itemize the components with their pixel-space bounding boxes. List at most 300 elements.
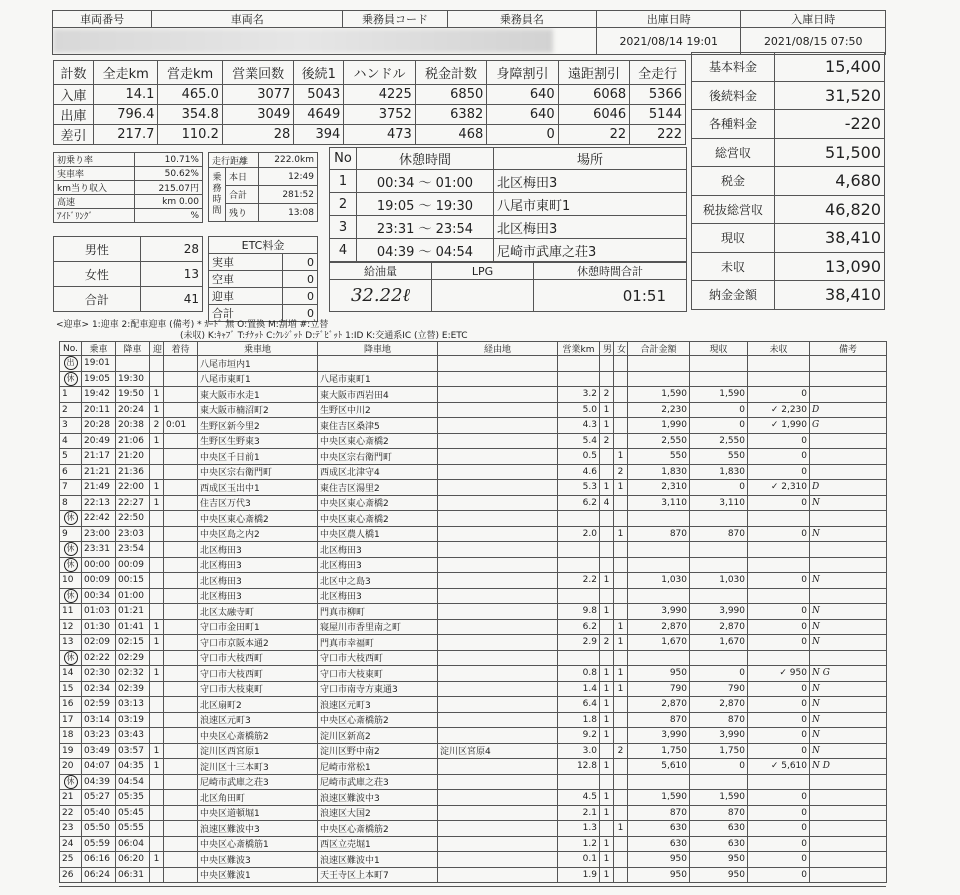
ride-cash xyxy=(690,371,748,387)
ride-row xyxy=(60,619,887,635)
ride-via xyxy=(438,356,558,372)
ride-f: 1 xyxy=(614,666,628,682)
redacted-area xyxy=(53,28,597,55)
ride-from: 住吉区万代3 xyxy=(198,495,318,511)
ride-via xyxy=(438,666,558,682)
ride-to: 西成区北津守4 xyxy=(318,464,438,480)
ride-to: 中央区農人橋1 xyxy=(318,526,438,542)
ride-to: 北区梅田3 xyxy=(318,542,438,558)
ride-cash xyxy=(690,588,748,604)
ride-pick xyxy=(150,371,164,387)
etc-value: 0 xyxy=(282,271,318,288)
break-place: 八尾市東町1 xyxy=(494,193,687,216)
ride-km: 2.9 xyxy=(558,635,600,651)
ride-note xyxy=(810,433,887,449)
fee-label: 後続料金 xyxy=(692,81,775,110)
ride-on: 21:21 xyxy=(82,464,116,480)
ride-pick xyxy=(150,697,164,713)
legend-line-1: <迎車> 1:迎車 2:配車迎車 (備考) * ｶｰﾄﾞ 無 O:置換 M:割増 #:立替 xyxy=(56,320,329,330)
ride-row xyxy=(60,573,887,589)
ride-km: 5.3 xyxy=(558,480,600,496)
ride-km: 3.0 xyxy=(558,743,600,759)
passenger-row xyxy=(54,237,203,262)
ride-note: N xyxy=(810,495,887,511)
ride-row xyxy=(60,604,887,620)
ride-wait xyxy=(164,712,198,728)
ride-m xyxy=(600,774,614,790)
ride-unpaid: 0 xyxy=(748,728,810,744)
ride-from: 守口市京阪本通2 xyxy=(198,635,318,651)
ride-pick xyxy=(150,542,164,558)
break-row xyxy=(330,170,687,193)
ride-km xyxy=(558,557,600,573)
passenger-value: 28 xyxy=(140,237,202,262)
meter-cell: 14.1 xyxy=(93,85,157,105)
ride-via xyxy=(438,526,558,542)
ride-off: 00:15 xyxy=(116,573,150,589)
ride-no: 14 xyxy=(60,666,82,682)
ride-pick xyxy=(150,511,164,527)
breaks-table xyxy=(329,147,687,262)
ride-cash: 3,990 xyxy=(690,604,748,620)
ride-on: 23:00 xyxy=(82,526,116,542)
rides-col: No. xyxy=(60,342,82,356)
ride-off: 03:19 xyxy=(116,712,150,728)
ride-total xyxy=(628,371,690,387)
ride-via xyxy=(438,712,558,728)
ride-cash: 1,590 xyxy=(690,790,748,806)
ride-m xyxy=(600,356,614,372)
ride-total: 950 xyxy=(628,867,690,883)
ride-pick xyxy=(150,836,164,852)
passenger-row xyxy=(54,287,203,312)
ride-f: 1 xyxy=(614,635,628,651)
ride-from: 淀川区西宮原1 xyxy=(198,743,318,759)
ride-from: 中央区心斎橋筋2 xyxy=(198,728,318,744)
ride-f xyxy=(614,852,628,868)
ride-total: 2,870 xyxy=(628,619,690,635)
rides-col: 女 xyxy=(614,342,628,356)
ride-km: 4.3 xyxy=(558,418,600,434)
ride-total: 630 xyxy=(628,821,690,837)
ride-cash: 550 xyxy=(690,449,748,465)
meter-col: ハンドル xyxy=(344,61,415,85)
ride-via xyxy=(438,573,558,589)
ride-via xyxy=(438,790,558,806)
ride-to: 寝屋川市香里南之町 xyxy=(318,619,438,635)
fee-row xyxy=(692,224,885,253)
ride-unpaid xyxy=(748,774,810,790)
ride-on: 03:14 xyxy=(82,712,116,728)
ride-row xyxy=(60,480,887,496)
ride-row xyxy=(60,712,887,728)
fee-row xyxy=(692,167,885,196)
ride-m: 1 xyxy=(600,418,614,434)
ride-no: 1 xyxy=(60,387,82,403)
ride-wait xyxy=(164,511,198,527)
ride-m: 1 xyxy=(600,480,614,496)
ride-to: 門真市幸福町 xyxy=(318,635,438,651)
ride-total: 1,750 xyxy=(628,743,690,759)
ride-row xyxy=(60,635,887,651)
ride-m: 1 xyxy=(600,852,614,868)
ride-m: 1 xyxy=(600,836,614,852)
ride-f xyxy=(614,836,628,852)
ride-m xyxy=(600,743,614,759)
ride-cash xyxy=(690,356,748,372)
passenger-label: 女性 xyxy=(54,262,141,287)
ride-m xyxy=(600,526,614,542)
ride-total xyxy=(628,542,690,558)
ride-m: 1 xyxy=(600,604,614,620)
ride-cash: 2,870 xyxy=(690,619,748,635)
meter-cell: 3049 xyxy=(222,105,293,125)
ride-wait xyxy=(164,433,198,449)
ride-unpaid: 0 xyxy=(748,387,810,403)
ride-km xyxy=(558,774,600,790)
ride-via xyxy=(438,805,558,821)
depart-datetime: 2021/08/14 19:01 xyxy=(597,28,741,55)
ride-from: 淀川区十三本町3 xyxy=(198,759,318,775)
ride-no: 17 xyxy=(60,712,82,728)
ride-total xyxy=(628,557,690,573)
ride-f xyxy=(614,805,628,821)
legend-line-2: (未収) K:ｷｬﾌﾞ T:ﾁｹｯﾄ C:ｸﾚｼﾞｯﾄ D:ﾃﾞﾋﾞｯﾄ 1:ID K:交通系IC (立替) E:ETC xyxy=(180,331,468,341)
ride-to: 浪速区難波中3 xyxy=(318,790,438,806)
ride-note: D xyxy=(810,480,887,496)
ride-m: 4 xyxy=(600,495,614,511)
rates-table xyxy=(53,152,203,223)
ride-no xyxy=(60,557,82,573)
ride-total xyxy=(628,588,690,604)
ride-total: 3,990 xyxy=(628,604,690,620)
ride-no xyxy=(60,511,82,527)
rides-col: 降車地 xyxy=(318,342,438,356)
ride-to: 守口市大枝東町 xyxy=(318,666,438,682)
ride-via xyxy=(438,604,558,620)
ride-no: 4 xyxy=(60,433,82,449)
ride-off: 02:29 xyxy=(116,650,150,666)
fee-label: 税抜総営収 xyxy=(692,195,775,224)
ride-f xyxy=(614,418,628,434)
ride-m xyxy=(600,511,614,527)
ride-off: 04:35 xyxy=(116,759,150,775)
ride-row xyxy=(60,681,887,697)
ride-to: 東大阪市西岩田4 xyxy=(318,387,438,403)
ride-pick: 1 xyxy=(150,743,164,759)
ride-via xyxy=(438,480,558,496)
ride-pick xyxy=(150,650,164,666)
ride-via xyxy=(438,387,558,403)
ride-f: 1 xyxy=(614,681,628,697)
meter-cell: 468 xyxy=(415,125,486,145)
ride-off: 01:21 xyxy=(116,604,150,620)
break-row xyxy=(330,216,687,239)
ride-to: 浪速区大国2 xyxy=(318,805,438,821)
ride-unpaid xyxy=(748,557,810,573)
ride-m: 1 xyxy=(600,712,614,728)
ride-note xyxy=(810,852,887,868)
rides-col: 合計金額 xyxy=(628,342,690,356)
ride-pick: 1 xyxy=(150,387,164,403)
meter-cell: 5144 xyxy=(630,105,686,125)
meter-cell: 入庫 xyxy=(54,85,94,105)
fuel-label: 給油量 xyxy=(330,263,432,280)
ride-pick: 1 xyxy=(150,759,164,775)
ride-note xyxy=(810,836,887,852)
ride-no: 10 xyxy=(60,573,82,589)
ride-via xyxy=(438,557,558,573)
ride-km: 5.4 xyxy=(558,433,600,449)
ride-km: 6.2 xyxy=(558,619,600,635)
rides-col: 乗車 xyxy=(82,342,116,356)
ride-off: 02:15 xyxy=(116,635,150,651)
circled-mark: 休 xyxy=(64,511,78,525)
ride-row xyxy=(60,697,887,713)
ride-unpaid: 0 xyxy=(748,743,810,759)
ride-no: 3 xyxy=(60,418,82,434)
ride-m: 2 xyxy=(600,635,614,651)
ride-cash: 950 xyxy=(690,867,748,883)
ride-f: 2 xyxy=(614,464,628,480)
ride-on: 06:24 xyxy=(82,867,116,883)
ride-km: 9.8 xyxy=(558,604,600,620)
ride-off: 20:38 xyxy=(116,418,150,434)
ride-wait xyxy=(164,495,198,511)
ride-m xyxy=(600,588,614,604)
ride-via xyxy=(438,418,558,434)
ride-on: 19:42 xyxy=(82,387,116,403)
ride-to: 守口市南寺方東通3 xyxy=(318,681,438,697)
ride-via xyxy=(438,867,558,883)
etc-label: 迎車 xyxy=(209,288,283,305)
ride-m xyxy=(600,542,614,558)
rides-col: 乗車地 xyxy=(198,342,318,356)
fuel-amount: 32.22ℓ xyxy=(330,280,432,312)
ride-via xyxy=(438,588,558,604)
ride-row xyxy=(60,650,887,666)
ride-km xyxy=(558,650,600,666)
ride-f xyxy=(614,495,628,511)
ride-via xyxy=(438,464,558,480)
driver-code-label: 乗務員コード xyxy=(343,11,448,28)
ride-no: 7 xyxy=(60,480,82,496)
ride-off: 19:50 xyxy=(116,387,150,403)
ride-wait xyxy=(164,790,198,806)
fee-label: 総営収 xyxy=(692,138,775,167)
ride-no: 26 xyxy=(60,867,82,883)
ride-off: 05:55 xyxy=(116,821,150,837)
meter-col: 遠距割引 xyxy=(558,61,629,85)
ride-wait xyxy=(164,449,198,465)
ride-km: 1.4 xyxy=(558,681,600,697)
ride-unpaid xyxy=(748,588,810,604)
ride-m: 1 xyxy=(600,402,614,418)
rides-table xyxy=(59,341,887,883)
ride-unpaid: 0 xyxy=(748,712,810,728)
ride-from: 北区扇町2 xyxy=(198,697,318,713)
ride-on: 22:42 xyxy=(82,511,116,527)
ride-to: 北区中之島3 xyxy=(318,573,438,589)
etc-header xyxy=(209,237,318,254)
ride-from: 八尾市東町1 xyxy=(198,371,318,387)
ride-cash: 630 xyxy=(690,821,748,837)
ride-cash: 0 xyxy=(690,402,748,418)
break-row xyxy=(330,193,687,216)
ride-no xyxy=(60,356,82,372)
ride-row xyxy=(60,821,887,837)
rides-col: 男 xyxy=(600,342,614,356)
ride-total: 1,590 xyxy=(628,790,690,806)
ride-via xyxy=(438,821,558,837)
ride-no xyxy=(60,774,82,790)
ride-unpaid xyxy=(748,542,810,558)
ride-off: 22:00 xyxy=(116,480,150,496)
ride-pick xyxy=(150,356,164,372)
ride-wait xyxy=(164,542,198,558)
fee-row xyxy=(692,81,885,110)
ride-note xyxy=(810,511,887,527)
ride-pick xyxy=(150,588,164,604)
ride-note xyxy=(810,867,887,883)
ride-m: 1 xyxy=(600,759,614,775)
ride-row xyxy=(60,805,887,821)
ride-on: 05:27 xyxy=(82,790,116,806)
break-place: 北区梅田3 xyxy=(494,170,687,193)
ride-f xyxy=(614,867,628,883)
ride-pick xyxy=(150,867,164,883)
ride-unpaid: 0 xyxy=(748,526,810,542)
ride-no: 25 xyxy=(60,852,82,868)
ride-on: 04:39 xyxy=(82,774,116,790)
fee-value: 15,400 xyxy=(775,53,885,82)
rate-label: 高速 xyxy=(54,195,135,209)
ride-note: N xyxy=(810,573,887,589)
break-time: 04:39 ～ 04:54 xyxy=(357,239,494,262)
fee-label: 各種料金 xyxy=(692,110,775,139)
ride-note: N xyxy=(810,712,887,728)
ride-total: 950 xyxy=(628,666,690,682)
meter-cell: 6382 xyxy=(415,105,486,125)
ride-row xyxy=(60,836,887,852)
ride-note xyxy=(810,650,887,666)
ride-m: 1 xyxy=(600,681,614,697)
break-no: 2 xyxy=(330,193,357,216)
fee-row xyxy=(692,138,885,167)
ride-note: N xyxy=(810,619,887,635)
ride-note xyxy=(810,774,887,790)
ride-to: 西区立売堀1 xyxy=(318,836,438,852)
meter-cell: 217.7 xyxy=(93,125,157,145)
ride-from: 中央区宗右衛門町 xyxy=(198,464,318,480)
ride-row xyxy=(60,356,887,372)
ride-pick: 1 xyxy=(150,619,164,635)
ride-m xyxy=(600,557,614,573)
ride-wait xyxy=(164,619,198,635)
etc-row xyxy=(209,254,318,271)
fee-value: -220 xyxy=(775,110,885,139)
rides-col: 降車 xyxy=(116,342,150,356)
circled-mark: 休 xyxy=(64,589,78,603)
ride-note: N xyxy=(810,635,887,651)
ride-on: 22:13 xyxy=(82,495,116,511)
ride-wait xyxy=(164,743,198,759)
ride-on: 00:34 xyxy=(82,588,116,604)
ride-f: 1 xyxy=(614,821,628,837)
ride-off: 00:09 xyxy=(116,557,150,573)
fee-label: 納金金額 xyxy=(692,281,775,310)
ride-km: 2.1 xyxy=(558,805,600,821)
ride-f xyxy=(614,728,628,744)
ride-cash: 0 xyxy=(690,418,748,434)
ride-unpaid: 0 xyxy=(748,836,810,852)
ride-on: 21:49 xyxy=(82,480,116,496)
ride-f: 1 xyxy=(614,526,628,542)
ride-on: 02:22 xyxy=(82,650,116,666)
ride-pick: 1 xyxy=(150,433,164,449)
ride-to: 守口市大枝西町 xyxy=(318,650,438,666)
ride-via xyxy=(438,371,558,387)
ride-note xyxy=(810,371,887,387)
ride-from: 中央区東心斎橋2 xyxy=(198,511,318,527)
distance-total: 222.0km xyxy=(258,153,317,168)
ride-row xyxy=(60,759,887,775)
etc-value: 0 xyxy=(282,288,318,305)
ride-row xyxy=(60,743,887,759)
ride-on: 20:11 xyxy=(82,402,116,418)
ride-pick: 1 xyxy=(150,666,164,682)
ride-off: 01:41 xyxy=(116,619,150,635)
ride-total: 5,610 xyxy=(628,759,690,775)
break-time: 00:34 ～ 01:00 xyxy=(357,170,494,193)
ride-km: 0.5 xyxy=(558,449,600,465)
ride-unpaid: 0 xyxy=(748,697,810,713)
break-no: 3 xyxy=(330,216,357,239)
break-total: 01:51 xyxy=(534,280,687,312)
ride-no xyxy=(60,371,82,387)
ride-row xyxy=(60,449,887,465)
rides-col: 未収 xyxy=(748,342,810,356)
etc-value: 0 xyxy=(282,254,318,271)
ride-km: 1.9 xyxy=(558,867,600,883)
ride-off: 03:43 xyxy=(116,728,150,744)
ride-to: 天王寺区上本町7 xyxy=(318,867,438,883)
ride-from: 中央区千日前1 xyxy=(198,449,318,465)
ride-on: 00:09 xyxy=(82,573,116,589)
ride-via xyxy=(438,449,558,465)
ride-from: 中央区難波3 xyxy=(198,852,318,868)
ride-via xyxy=(438,542,558,558)
ride-f: 1 xyxy=(614,619,628,635)
duty-label: 合計 xyxy=(226,186,259,204)
rides-col: 現収 xyxy=(690,342,748,356)
ride-to: 生野区中川2 xyxy=(318,402,438,418)
ride-from: 中央区島之内2 xyxy=(198,526,318,542)
breaks-header xyxy=(330,148,687,170)
ride-unpaid: 0 xyxy=(748,449,810,465)
ride-total xyxy=(628,511,690,527)
ride-pick xyxy=(150,526,164,542)
circled-mark: 休 xyxy=(64,775,78,789)
ride-km: 12.8 xyxy=(558,759,600,775)
ride-cash xyxy=(690,650,748,666)
ride-wait xyxy=(164,697,198,713)
ride-note xyxy=(810,821,887,837)
ride-m: 2 xyxy=(600,433,614,449)
ride-cash: 2,550 xyxy=(690,433,748,449)
ride-from: 生野区生野東3 xyxy=(198,433,318,449)
ride-km: 4.6 xyxy=(558,464,600,480)
